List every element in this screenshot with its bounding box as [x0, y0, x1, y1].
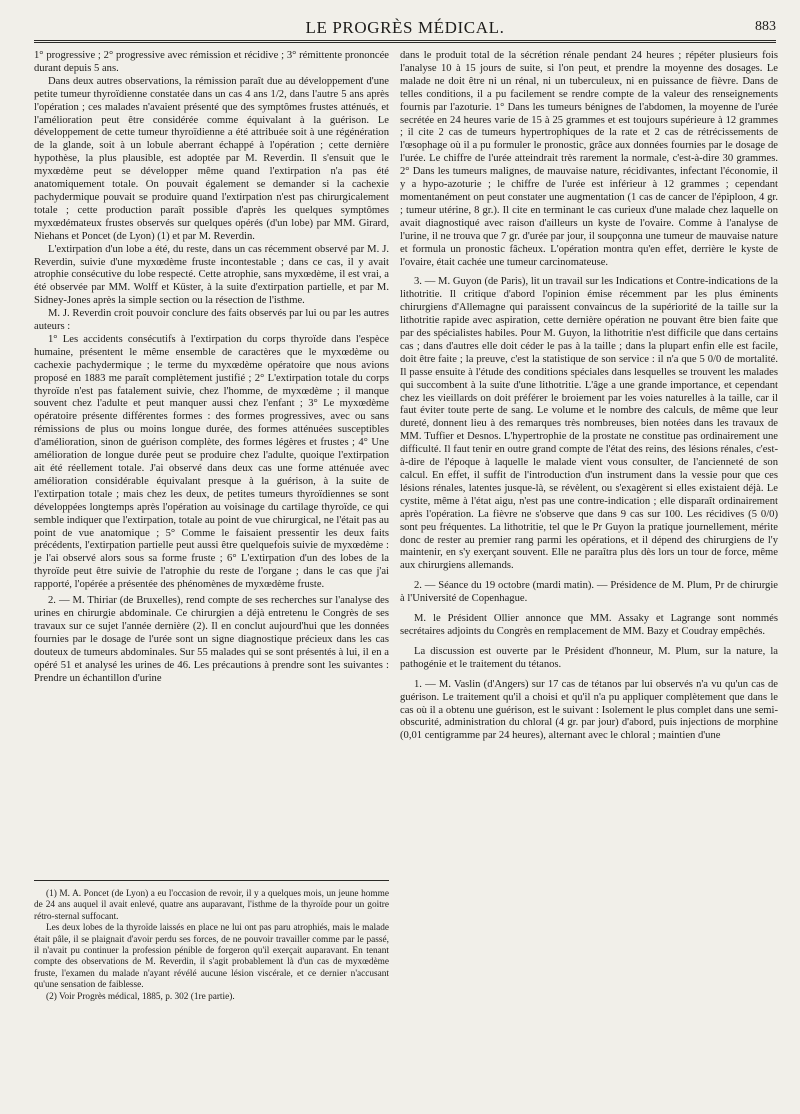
- paragraph: dans le produit total de la sécrétion rénale pendant 24 heures ; répéter plusieurs fois l'analyse 10 à 15 jours de suite, si l'on peut, et prendre la moyenne des dosages. Le malade ne doit être ni un rénal, ni un tuberculeux, ni en puissance de fièvre. Dans de telles conditions, il a pu facilement se rendre compte de la valeur des renseignements fournis par l'azoturie. 1° Dans les tumeurs bénignes de l'abdomen, la moyenne de l'urée secrétée en 24 heures varie de 15 à 25 grammes et est toujours supérieure à 12 grammes ; il cite 2 cas de tumeurs hypertrophiques de la rate et 2 cas de rétrécissements de l'œsophage où il a pu formuler le pronostic, grâce aux données fournies par le dosage de l'urée. Le chiffre de l'urée atteindrait très rarement la normale, c'est-à-dire 30 grammes. 2° Dans les tumeurs malignes, de mauvaise nature, récidivantes, infectant l'économie, il y a hypo-azoturie ; le chiffre de l'urée est inférieur à 12 grammes ; cependant momentanément on peut constater une augmentation (1 cas de cancer de l'épiploon, 4 gr. ; tumeur utérine, 8 gr.). Il cite en terminant le cas curieux d'une malade chez laquelle on avait diagnostiqué avec raison d'ailleurs un kyste de l'ovaire. Comme à l'analyse de l'urine, il ne trouva que 7 gr. d'urée par jour, il soupçonna une tumeur de mauvaise nature et formula un pronostic fâcheux. L'opération montra qu'en effet, derrière le kyste de l'ovaire, était cachée une tumeur carcinomateuse.: [400, 50, 778, 268]
- journal-title: LE PROGRÈS MÉDICAL.: [305, 18, 505, 37]
- paragraph: M. le Président Ollier annonce que MM. Assaky et Lagrange sont nommés secrétaires adjoints du Congrès en remplacement de MM. Bazy et Coudray empêchés.: [400, 613, 778, 637]
- paragraph: 1. — M. Vaslin (d'Angers) sur 17 cas de tétanos par lui observés n'a vu qu'un cas de guérison. Le traitement qu'il a choisi et qu'il n'a pu appliquer complètement que dans le cas où il a obtenu une guérison, est le suivant : Isolement le plus complet dans une semi-obscurité, administration du chloral (4 gr. par jour) d'abord, puis injections de morphine (0,01 centigramme par 24 heures), alternant avec le chloral ; maintien d'une: [400, 678, 778, 742]
- session-heading: 2. — Séance du 19 octobre (mardi matin). — Présidence de M. Plum, Pr de chirurgie à l'Université de Copenhague.: [400, 580, 778, 605]
- footnote: (2) Voir Progrès médical, 1885, p. 302 (1re partie).: [46, 991, 235, 1002]
- running-header: [34, 16, 776, 43]
- paragraph: 2. — M. Thiriar (de Bruxelles), rend compte de ses recherches sur l'analyse des urines en chirurgie abdominale. Ce chirurgien a déjà entretenu le Congrès de ses travaux sur ce sujet l'année dernière (2). Il en conclut aujourd'hui que les données fournies par le dosage de l'urée sont un signe diagnostique précieux dans les cas douteux de tumeurs abdominales. Sur 55 malades qui se sont présentés à lui, il en a opéré 51 et analysé les urines de 46. Les précautions à prendre sont les suivantes : Prendre un échantillon d'urine: [34, 595, 389, 684]
- footnote: Les deux lobes de la thyroïde laissés en place ne lui ont pas paru atrophiés, mais le malade était pâle, il se plaignait d'avoir perdu ses forces, de ne pouvoir travailler comme par le passé, il n'avait pu continuer la profession pénible de forgeron qu'il exerçait auparavant. En tenant compte des observations de M. Reverdin, il s'agit probablement là d'un cas de myxœdème fruste, l'examen du malade n'ayant révélé aucune lésion viscérale, et ce dernier n'accusant qu'une sensation de faiblesse.: [34, 923, 389, 991]
- page-number: 883: [755, 19, 776, 34]
- paragraph: La discussion est ouverte par le Président d'honneur, M. Plum, sur la nature, la pathogénie et le traitement du tétanos.: [400, 645, 778, 670]
- paragraph: Dans deux autres observations, la rémission paraît due au développement d'une petite tumeur thyroïdienne constatée dans un cas 4 ans 1/2, dans l'autre 5 ans après l'opération ; ces malades n'avaient présenté que des symptômes frustes atténués, et l'amélioration peut être considérée comme équivalant à la guérison. Le développement de cette tumeur thyroïdienne a été attribuée soit à une régénération de la glande, soit à un lobule aberrant échappé à l'opération ; cette dernière hypothèse, la plus plausible, est adoptée par M. Reverdin. Il s'ensuit que le myxœdème peut se développer même quand l'extirpation n'a pas été anatomiquement totale. On pouvait également se demander si la cachexie pachydermique pouvait se produire quand l'extirpation n'est pas chirurgicalement totale ; cette production paraît possible d'après les quelques symptômes myxœdémateux frustes observés sur quelques opérés (d'un lobe) par MM. Girard, Niehans et Poncet (de Lyon) (1) et par M. Reverdin.: [34, 75, 389, 242]
- paragraph: L'extirpation d'un lobe a été, du reste, dans un cas récemment observé par M. J. Reverdin, suivie d'une myxœdème fruste incontestable ; dans ce cas, il y avait atrophie consécutive du lobe respecté. Cette atrophie, sans myxœdème, il est vrai, a été observée par MM. Wolff et Küster, à la suite d'extirpation partielle, et par M. Sidney-Jones après la simple section ou la résection de l'isthme.: [34, 243, 389, 307]
- paragraph: 3. — M. Guyon (de Paris), lit un travail sur les Indications et Contre-indications de la lithotritie. Il critique d'abord l'opinion émise récemment par les plus éminents chirurgiens d'Allemagne qui paraissent convaincus de la supériorité de la taille sur la lithotritie rapide avec aspiration, cette dernière opération ne pouvant être bien faite que par des spécialistes habiles. Pour M. Guyon, la lithotritie n'est difficile que dans certains cas ; dans d'autres elle doit céder le pas à la taille ; dans la plupart enfin elle est facile, doit être faite ; la preuve, c'est la statistique de son service : il n'a que 5 0/0 de mortalité. Il passe ensuite à l'étude des conditions spéciales dans lesquelles se trouvent les malades qui succombent à la suite d'une lithotritie. L'âge a une grande importance, et cependant chez les vieillards on doit préférer le broiement par les voies naturelles à la taille, car il faut éviter toute perte de sang. Le volume et le nombre des calculs, de même que leur dureté, donnent lieu à des remarques très nombreuses, bien notées dans les travaux de MM. Tuffier et Desnos. L'hypertrophie de la prostate ne constitue pas ordinairement une difficulté. Il faut tenir en outre grand compte de l'état des reins, des lésions rénales, c'est-à-dire de l'époque à laquelle le malade vient vous consulter, de l'ancienneté de son calcul. En effet, il suffit de l'introduction d'un instrument dans la vessie pour que ces lésions rénales, latentes jusque-là, se révèlent, ou s'exagèrent si elles existaient déjà. Le cystite, même à l'état aigu, n'est pas une contre-indication ; elle disparaît ordinairement après l'opération. La fièvre ne s'observe que dans 9 cas sur 100. Les récidives (5 0/0) sont peu fréquentes. La lithotritie, tel que le Pr Guyon la pratique journellement, mérite donc de rester au premier rang parmi les opérations, et il dépend des chirurgiens de l'y maintenir, en s'y exerçant souvent. Elle ne paraîtra plus dès lors un tour de force, même aux chirurgiens allemands.: [400, 276, 778, 572]
- paragraph: M. J. Reverdin croit pouvoir conclure des faits observés par lui ou par les autres auteurs :: [34, 308, 389, 333]
- paragraph: 1° Les accidents consécutifs à l'extirpation du corps thyroïde dans l'espèce humaine, présentent le même ensemble de caractères que le myxœdème ou cachexie pachydermique ; le terme du myxœdème opératoire que nous avions proposé en 1883 me paraît complètement justifié ; 2° L'extirpation totale du corps thyroïde n'est pas fatalement suivie, chez l'homme, de myxœdème ; il manque souvent chez l'adulte et peut manquer aussi chez l'enfant ; 3° Le myxœdème opératoire présente différentes formes : des formes progressives, avec ou sans rémissions de plus ou moins longue durée, des formes atténuées susceptibles d'amélioration, sinon de guérison complète, des formes légères et frustes ; 4° Une amélioration de longue durée peut se produire chez l'adulte, quoique l'extirpation ait été réellement totale. J'ai observé dans deux cas une forme atténuée avec amélioration considérable équivalant presque à la guérison, à la suite de l'extirpation totale ; mais chez les deux, de petites tumeurs thyroïdiennes se sont développées longtemps après l'opération au voisinage du cartilage thyroïde, ce qui semble indiquer que l'extirpation, totale au point de vue chirurgical, ne l'était pas au point de vue anatomique ; 5° Comme le faisaient pressentir les deux faits précédents, l'extirpation partielle peut aussi être quelquefois suivie de myxœdème : je l'ai observé alors sous sa forme fruste ; 6° L'extirpation d'un des lobes de la thyroïde peut être suivie de l'atrophie du reste de l'organe ; dans le cas que j'ai rapporté, l'opérée a présentée des phénomènes de myxœdème fruste.: [34, 333, 389, 591]
- paragraph: 1° progressive ; 2° progressive avec rémission et récidive ; 3° rémittente prononcée durant depuis 5 ans.: [34, 50, 389, 74]
- footnote: (1) M. A. Poncet (de Lyon) a eu l'occasion de revoir, il y a quelques mois, un jeune homme de 24 ans auquel il avait enlevé, quatre ans auparavant, l'isthme de la thyroïde pour un goitre rétro-sternal suffocant.: [34, 889, 389, 922]
- right-column: [400, 50, 778, 743]
- footnotes: [34, 880, 389, 1003]
- left-column: [34, 50, 389, 685]
